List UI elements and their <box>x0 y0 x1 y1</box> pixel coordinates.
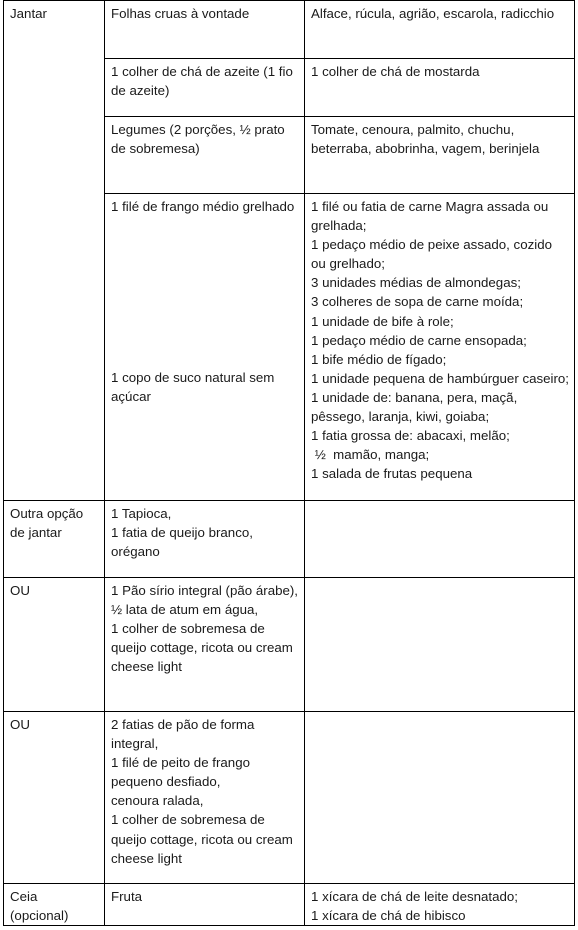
substitution-text: 1 pedaço médio de carne ensopada; <box>311 332 527 348</box>
item-text: 1 Tapioca, <box>111 506 172 521</box>
item-text: Folhas cruas à vontade <box>111 6 250 21</box>
item-cell <box>105 59 305 117</box>
table-row <box>4 1 575 59</box>
item-cell <box>105 1 305 59</box>
item-text: 1 copo de suco natural sem açúcar <box>111 370 275 405</box>
substitution-text: 3 unidades médias de almondegas; <box>311 275 521 291</box>
spacer <box>111 216 299 368</box>
item-text: cenoura ralada, <box>111 793 204 809</box>
meal-plan-table <box>3 0 575 926</box>
item-text: 1 filé de peito de frango pequeno desfiado, <box>111 755 250 790</box>
item-text: ½ lata de atum em água, <box>111 602 259 618</box>
meal-label: Outra opção de jantar <box>10 506 84 541</box>
substitution-text: 1 unidade de bife à role; <box>311 313 454 329</box>
substitution-text: 1 xícara de chá de hibisco <box>311 908 466 924</box>
substitution-cell <box>305 884 575 926</box>
item-cell <box>105 712 305 884</box>
meal-label: Ceia (opcional) <box>10 889 69 924</box>
meal-cell <box>4 578 105 712</box>
table-row <box>4 578 575 712</box>
item-cell <box>105 117 305 194</box>
item-text: 1 Pão sírio integral (pão árabe), <box>111 583 299 598</box>
substitution-text: 1 xícara de chá de leite desnatado; <box>311 889 518 904</box>
item-text: 1 filé de frango médio grelhado <box>111 199 295 214</box>
item-cell <box>105 884 305 926</box>
item-text: 1 colher de chá de azeite (1 fio de azeite) <box>111 64 293 99</box>
substitution-cell <box>305 59 575 117</box>
meal-cell <box>4 884 105 926</box>
item-text: Legumes (2 porções, ½ prato de sobremesa) <box>111 122 285 157</box>
substitution-text: 1 fatia grossa de: abacaxi, melão; <box>311 428 510 444</box>
item-text: 1 colher de sobremesa de queijo cottage, ricota ou cream cheese light <box>111 621 293 675</box>
substitution-cell <box>305 194 575 501</box>
meal-cell <box>4 501 105 578</box>
item-cell <box>105 194 305 501</box>
substitution-cell <box>305 501 575 578</box>
item-cell <box>105 578 305 712</box>
substitution-text: 1 colher de chá de mostarda <box>311 64 480 79</box>
table-row <box>4 712 575 884</box>
substitution-cell <box>305 578 575 712</box>
substitution-text: 1 unidade de: banana, pera, maçã, pêssego, laranja, kiwi, goiaba; <box>311 389 518 425</box>
meal-cell-jantar <box>4 1 105 501</box>
substitution-text: 1 unidade pequena de hambúrguer caseiro; <box>311 370 570 386</box>
table-row <box>4 501 575 578</box>
substitution-text: 1 salada de frutas pequena <box>311 466 473 482</box>
substitution-cell <box>305 1 575 59</box>
substitution-cell <box>305 712 575 884</box>
substitution-cell <box>305 117 575 194</box>
substitution-text: 1 pedaço médio de peixe assado, cozido ou grelhado; <box>311 237 552 272</box>
substitution-text: 1 filé ou fatia de carne Magra assada ou grelhada; <box>311 199 549 234</box>
item-text: 1 colher de sobremesa de queijo cottage, ricota ou cream cheese light <box>111 812 293 866</box>
substitution-text: 3 colheres de sopa de carne moída; <box>311 294 524 310</box>
item-cell <box>105 501 305 578</box>
table-row <box>4 884 575 926</box>
meal-label: Jantar <box>10 6 47 21</box>
item-text: 1 fatia de queijo branco, orégano <box>111 525 253 560</box>
meal-label: OU <box>10 583 30 598</box>
item-text: 2 fatias de pão de forma integral, <box>111 717 255 752</box>
substitution-text: ½ mamão, manga; <box>311 447 430 463</box>
substitution-text: 1 bife médio de fígado; <box>311 351 447 367</box>
meal-label: OU <box>10 717 30 732</box>
item-text: Fruta <box>111 889 143 904</box>
meal-cell <box>4 712 105 884</box>
substitution-text: Alface, rúcula, agrião, escarola, radicchio <box>311 6 555 21</box>
substitution-text: Tomate, cenoura, palmito, chuchu, beterraba, abobrinha, vagem, berinjela <box>311 122 540 157</box>
